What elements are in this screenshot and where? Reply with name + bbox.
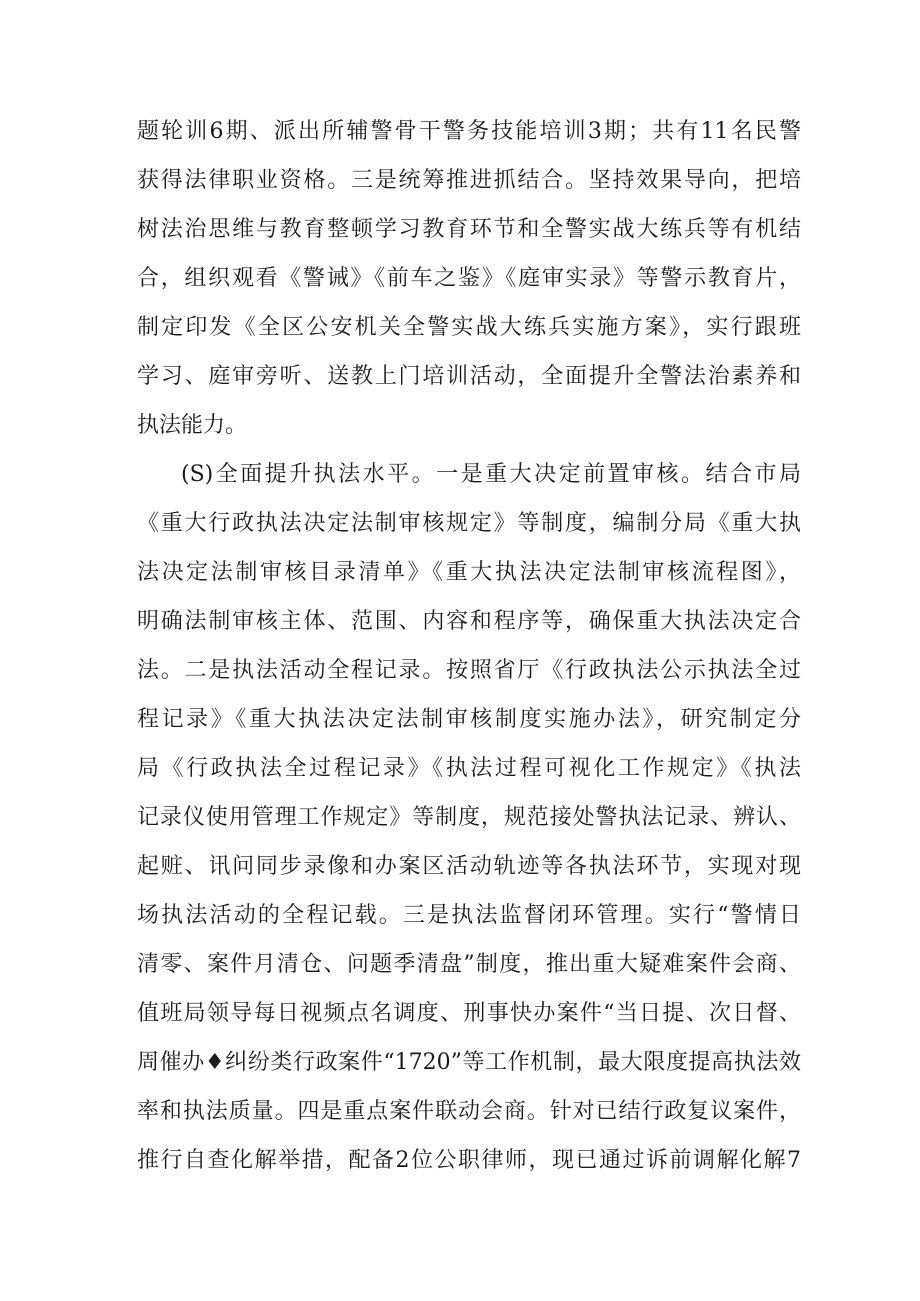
text-line-21: 率和执法质量。四是重点案件联动会商。针对已结行政复议案件， (137, 1099, 801, 1124)
text-line-8: (S)全面提升执法水平。一是重大决定前置审核。结合市局 (181, 462, 801, 487)
text-line-18: 清零、案件月清仓、问题季清盘”制度，推出重大疑难案件会商、 (137, 952, 801, 977)
text-line-4: 合，组织观看《警诫》《前车之鉴》《庭审实录》等警示教育片， (137, 266, 801, 291)
text-line-1: 题轮训6期、派出所辅警骨干警务技能培训3期；共有11名民警 (137, 119, 801, 144)
text-line-7: 执法能力。 (137, 413, 248, 438)
text-line-2: 获得法律职业资格。三是统筹推进抓结合。坚持效果导向，把培 (137, 168, 801, 193)
text-line-16: 起赃、讯问同步录像和办案区活动轨迹等各执法环节，实现对现 (137, 854, 801, 879)
text-line-17: 场执法活动的全程记载。三是执法监督闭环管理。实行“警情日 (137, 903, 801, 928)
text-line-19: 值班局领导每日视频点名调度、刑事快办案件“当日提、次日督、 (137, 1001, 801, 1026)
text-line-6: 学习、庭审旁听、送教上门培训活动，全面提升全警法治素养和 (137, 364, 801, 389)
text-line-3: 树法治思维与教育整顿学习教育环节和全警实战大练兵等有机结 (137, 217, 801, 242)
text-line-14: 局《行政执法全过程记录》《执法过程可视化工作规定》《执法 (137, 756, 801, 781)
text-line-9: 《重大行政执法决定法制审核规定》等制度，编制分局《重大执 (137, 511, 801, 536)
text-line-22: 推行自查化解举措，配备2位公职律师，现已通过诉前调解化解7 (137, 1148, 801, 1173)
text-line-11: 明确法制审核主体、范围、内容和程序等，确保重大执法决定合 (137, 609, 801, 634)
text-line-12: 法。二是执法活动全程记录。按照省厅《行政执法公示执法全过 (137, 658, 801, 683)
text-line-10: 法决定法制审核目录清单》《重大执法决定法制审核流程图》， (137, 560, 801, 585)
text-line-5: 制定印发《全区公安机关全警实战大练兵实施方案》，实行跟班 (137, 315, 801, 340)
text-line-15: 记录仪使用管理工作规定》等制度，规范接处警执法记录、辨认、 (137, 805, 801, 830)
text-line-13: 程记录》《重大执法决定法制审核制度实施办法》，研究制定分 (137, 707, 801, 732)
text-line-20: 周催办♦纠纷类行政案件“1720”等工作机制，最大限度提高执法效 (137, 1050, 801, 1075)
